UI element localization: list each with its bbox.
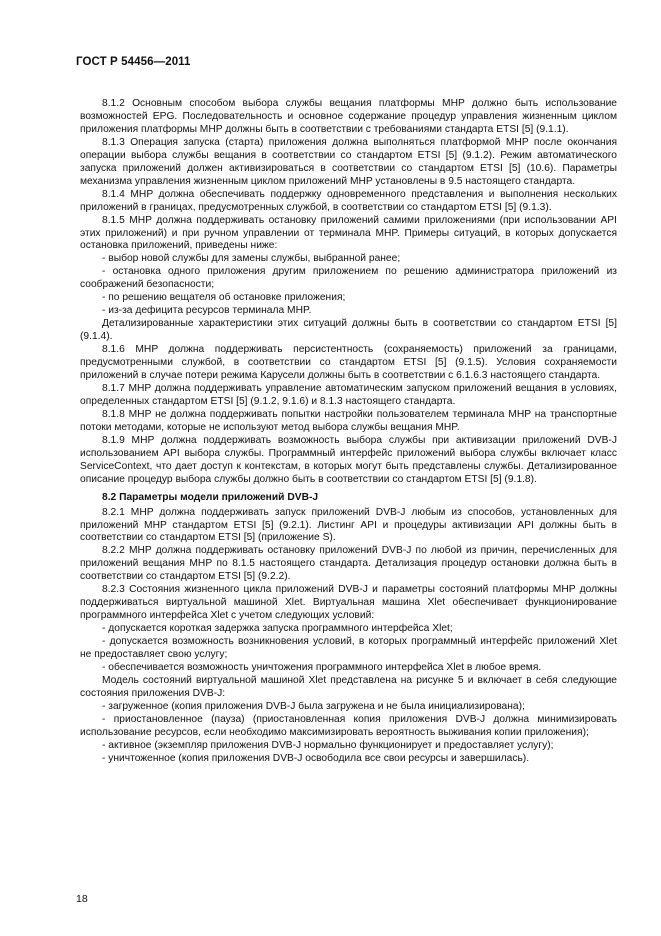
paragraph-8-1-7: 8.1.7 MHP должна поддерживать управление автоматическим запуском приложений вещания в условиях, определенных стандартом ETSI [5] (9.1.2, 9.1.6) и 8.1.3 настоящего стандарта.	[80, 382, 617, 407]
section-heading-8-2: 8.2 Параметры модели приложений DVB-J	[102, 491, 319, 503]
list-item: - приостановленное (пауза) (приостановленная копия приложения DVB-J должна минимизировать использование ресурсов, если необходимо максимизировать вероятность выживания копии приложения);	[80, 713, 617, 738]
list-item: - допускается возможность возникновения условий, в которых программный интерфейс приложений Xlet не предоставляет свою услугу;	[80, 636, 617, 661]
list-item: - выбор новой службы для замены службы, выбранной ранее;	[102, 253, 401, 265]
paragraph-8-1-4: 8.1.4 MHP должна обеспечивать поддержку одновременного представления и выполнения нескольких приложений в границах, предусмотренных службой, в соответствии со стандартом ETSI [5] (9.1.3).	[80, 188, 617, 213]
paragraph-8-1-5: 8.1.5 MHP должна поддерживать остановку приложений самими приложениями (при использовании API этих приложений) и при ручном управлении от терминала MHP. Примеры ситуаций, в которых допускается остановка приложений, приведены ниже:	[80, 214, 617, 252]
page-number: 18	[76, 893, 88, 905]
paragraph-8-2-3: 8.2.3 Состояния жизненного цикла приложений DVB-J и параметры состояний платформы MHP должны поддерживаться виртуальной машиной Xlet. Виртуальная машина Xlet обеспечивает функционирование программного интерфейса Xlet с учетом следующих условий:	[80, 584, 617, 622]
document-body	[80, 98, 617, 766]
list-item: - остановка одного приложения другим приложением по решению администратора приложений из соображений безопасности;	[80, 266, 617, 291]
paragraph-8-2-2: 8.2.2 MHP должна поддерживать остановку приложений DVB-J по любой из причин, перечисленных для приложений вещания MHP по 8.1.5 настоящего стандарта. Детализация процедур остановки должна быть в соответствии со стандартом ETSI [5] (9.2.2).	[80, 545, 617, 583]
paragraph-8-1-3: 8.1.3 Операция запуска (старта) приложения должна выполняться платформой MHP после окончания операции выбора службы вещания в соответствии со стандартом ETSI [5] (9.1.2). Режим автоматического запуска приложений должен активизироваться в соответствии со стандартом ETSI [5] (10.6). Параметры механизма управления жизненным циклом приложений MHP установлены в 9.5 настоящего стандарта.	[80, 136, 617, 187]
paragraph-8-2-1: 8.2.1 MHP должна поддерживать запуск приложений DVB-J любым из способов, установленных для приложений MHP стандартом ETSI [5] (9.2.1). Листинг API и процедуры активизации API должны быть в соответствии со стандартом ETSI [5] (приложение S).	[80, 506, 617, 544]
list-item: - из-за дефицита ресурсов терминала MHP.	[102, 305, 312, 317]
list-item: - обеспечивается возможность уничтожения программного интерфейса Xlet в любое время.	[102, 661, 542, 673]
paragraph-details: Детализированные характеристики этих ситуаций должны быть в соответствии со стандартом ETSI [5] (9.1.4).	[80, 318, 617, 343]
list-item: - уничтоженное (копия приложения DVB-J освободила все свои ресурсы и завершилась).	[102, 752, 530, 764]
list-item: - активное (экземпляр приложения DVB-J нормально функционирует и предоставляет услугу);	[102, 739, 554, 751]
paragraph-8-1-2: 8.1.2 Основным способом выбора службы вещания платформы MHP должно быть использование возможностей EPG. Последовательность и основное содержание процедур управления жизненным циклом приложения платформы MHP должны быть в соответствии с требованиями стандарта ETSI [5] (9.1.1).	[80, 98, 617, 135]
paragraph-xlet-model: Модель состояний виртуальной машиной Xlet представлена на рисунке 5 и включает в себя следующие состояния приложения DVB-J:	[80, 674, 617, 699]
paragraph-8-1-6: 8.1.6 MHP должна поддерживать персистентность (сохраняемость) приложений за границами, предусмотренными службой, в соответствии со стандартом ETSI [5] (9.1.5). Условия сохраняемости приложений в случае потери режима Карусели должны быть в соответствии с 6.1.6.3 настоящего стандарта.	[80, 344, 617, 382]
document-header: ГОСТ Р 54456—2011	[76, 56, 191, 68]
paragraph-8-1-9: 8.1.9 MHP должна поддерживать возможность выбора службы при активизации приложений DVB-J использованием API выбора службы. Программный интерфейс приложений выбора службы включает класс ServiceContext, что дает доступ к контекстам, в которых могут быть представлены службы. Детализированное описание процедур выбора службы должно быть в соответствии со стандартом ETSI [5] (9.1.8).	[80, 434, 617, 485]
list-item: - допускается короткая задержка запуска программного интерфейса Xlet;	[102, 623, 453, 635]
list-item: - по решению вещателя об остановке приложения;	[102, 292, 346, 304]
list-item: - загруженное (копия приложения DVB-J была загружена и не была инициализирована);	[102, 700, 525, 712]
paragraph-8-1-8: 8.1.8 MHP не должна поддерживать попытки настройки пользователем терминала MHP на транспортные потоки методами, которые не используют метод выбора службы вещания MHP.	[80, 408, 617, 433]
